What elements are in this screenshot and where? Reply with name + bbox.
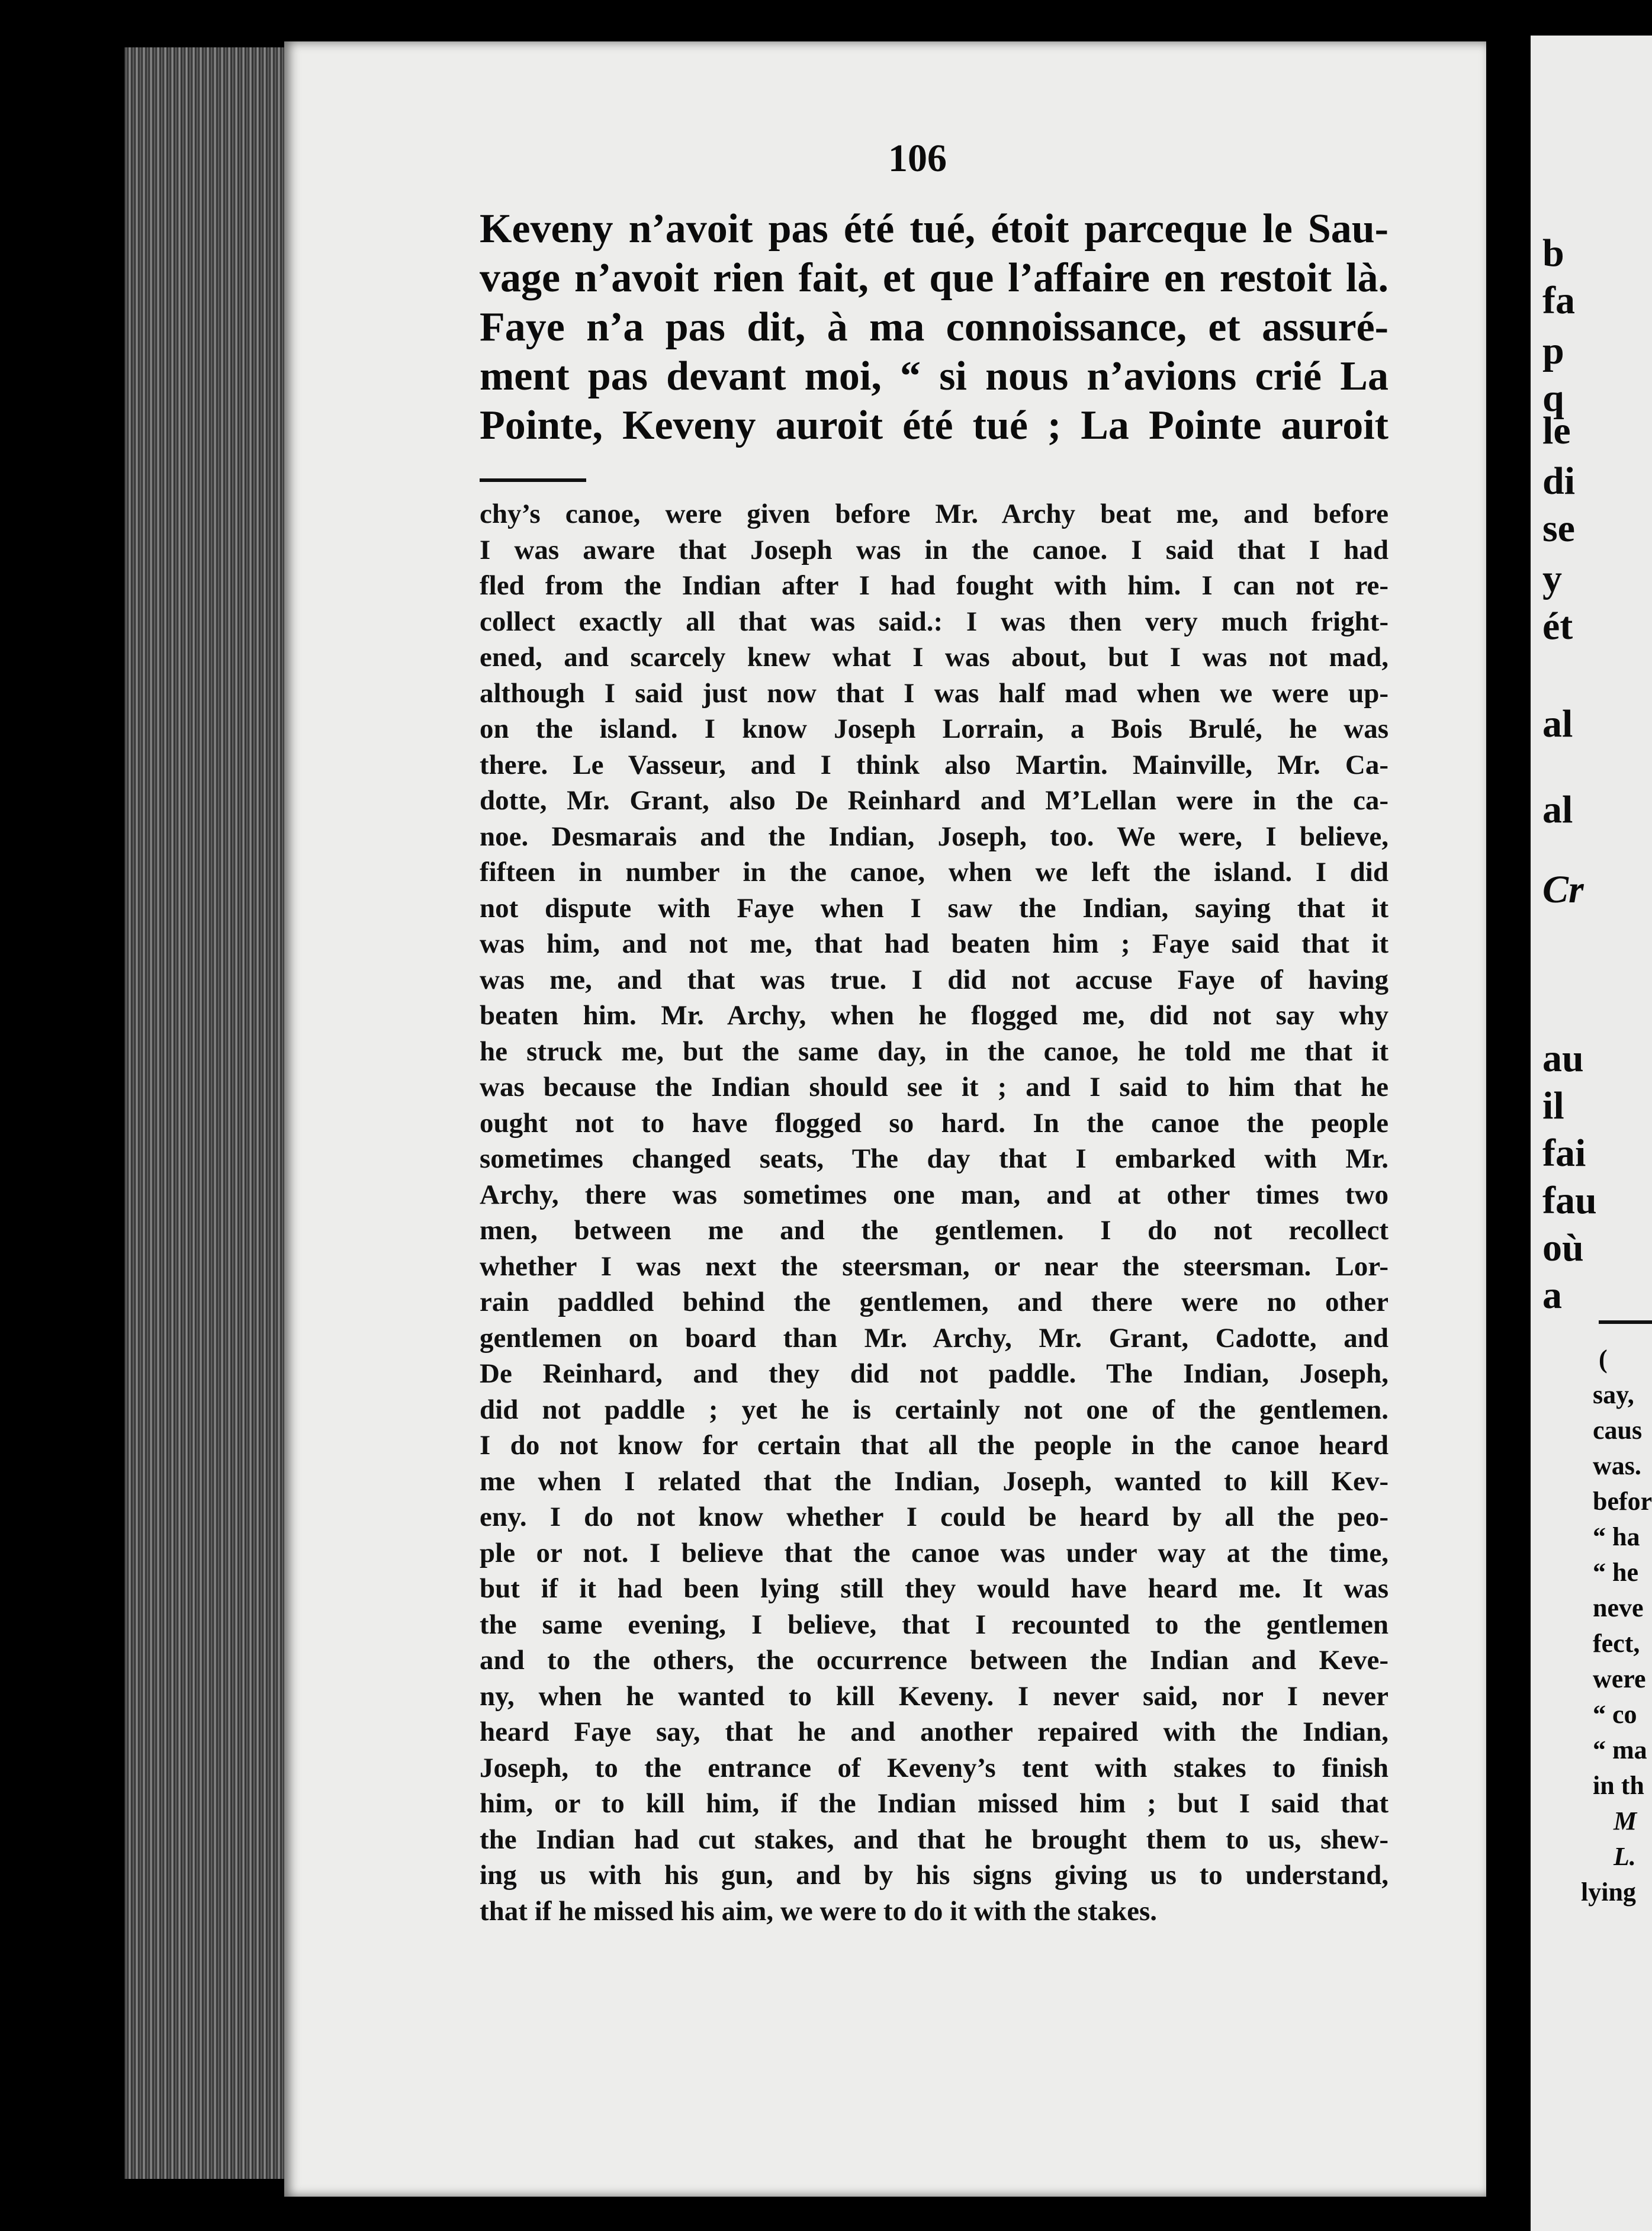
footnote-line: I do not know for certain that all the people in the canoe heard bbox=[480, 1430, 1389, 1461]
facing-page-rule bbox=[1599, 1320, 1652, 1324]
footnote-line: chy’s canoe, were given before Mr. Archy beat me, and before bbox=[480, 499, 1389, 529]
footnote-line: me when I related that the Indian, Joseph, wanted to kill Kev- bbox=[480, 1465, 1389, 1497]
facing-page-fragment: “ he bbox=[1593, 1558, 1638, 1587]
facing-page-fragment: y bbox=[1542, 557, 1562, 600]
footnote-line: that if he missed his aim, we were to do it with the stakes. bbox=[480, 1895, 1158, 1927]
footnote-line: the Indian had cut stakes, and that he brought them to us, shew- bbox=[480, 1824, 1389, 1855]
facing-page-fragment: fau bbox=[1542, 1179, 1597, 1222]
facing-page-fragment: “ ma bbox=[1593, 1735, 1647, 1764]
footnote-line: he struck me, but the same day, in the canoe, he told me that it bbox=[480, 1036, 1389, 1067]
facing-page-fragment: lying bbox=[1581, 1878, 1636, 1907]
page-number: 106 bbox=[888, 137, 947, 180]
facing-page-fragment: al bbox=[1542, 788, 1573, 831]
footnote-line: whether I was next the steersman, or near the steersman. Lor- bbox=[480, 1250, 1389, 1282]
footnote-line: men, between me and the gentlemen. I do not recollect bbox=[480, 1215, 1389, 1246]
facing-page-fragment: “ ha bbox=[1593, 1522, 1640, 1551]
facing-page-fragment: où bbox=[1542, 1226, 1584, 1269]
footnote-line: was me, and that was true. I did not accuse Faye of having bbox=[480, 964, 1389, 995]
facing-page-fragment: “ co bbox=[1593, 1700, 1637, 1729]
footnote-rule bbox=[480, 478, 586, 482]
facing-page-fragment: a bbox=[1542, 1274, 1562, 1317]
footnote-line: him, or to kill him, if the Indian missed him ; but I said that bbox=[480, 1788, 1389, 1819]
facing-page-fragment: au bbox=[1542, 1037, 1584, 1080]
facing-page-fragment: q bbox=[1542, 377, 1564, 420]
facing-page-fragment: il bbox=[1542, 1084, 1564, 1127]
french-line: vage n’avoit rien fait, et que l’affaire en restoit là. bbox=[480, 255, 1389, 301]
french-line: Keveny n’avoit pas été tué, étoit parceque le Sau- bbox=[480, 206, 1389, 252]
facing-page-fragment: neve bbox=[1593, 1593, 1644, 1622]
facing-page-fragment: was. bbox=[1593, 1451, 1641, 1480]
facing-page-fragment: p bbox=[1542, 329, 1564, 372]
footnote-line: sometimes changed seats, The day that I embarked with Mr. bbox=[480, 1143, 1389, 1174]
footnote-line: eny. I do not know whether I could be heard by all the peo- bbox=[480, 1502, 1389, 1532]
footnote-line: gentlemen on board than Mr. Archy, Mr. Grant, Cadotte, and bbox=[480, 1322, 1389, 1354]
french-line: ment pas devant moi, “ si nous n’avions crié La bbox=[480, 353, 1389, 399]
footnote-line: ple or not. I believe that the canoe was under way at the time, bbox=[480, 1537, 1389, 1568]
footnote-line: ened, and scarcely knew what I was about, but I was not mad, bbox=[480, 642, 1389, 673]
footnote-line: collect exactly all that was said.: I was then very much fright- bbox=[480, 606, 1389, 637]
facing-page-fragment: befor bbox=[1593, 1487, 1652, 1516]
footnote-line: De Reinhard, and they did not paddle. The Indian, Joseph, bbox=[480, 1358, 1389, 1389]
footnote-line: but if it had been lying still they would have heard me. It was bbox=[480, 1573, 1389, 1604]
facing-page-fragment: di bbox=[1542, 459, 1576, 503]
footnote-line: I was aware that Joseph was in the canoe. I said that I had bbox=[480, 534, 1389, 565]
footnote-line: noe. Desmarais and the Indian, Joseph, too. We were, I believe, bbox=[480, 821, 1389, 852]
footnote-line: rain paddled behind the gentlemen, and there were no other bbox=[480, 1287, 1389, 1317]
footnote-line: did not paddle ; yet he is certainly not one of the gentlemen. bbox=[480, 1394, 1389, 1425]
facing-page-fragment: ( bbox=[1599, 1345, 1608, 1374]
facing-page-fragment: caus bbox=[1593, 1416, 1643, 1445]
english-footnote-block bbox=[480, 496, 1389, 1929]
footnote-line: there. Le Vasseur, and I think also Martin. Mainville, Mr. Ca- bbox=[480, 749, 1389, 780]
footnote-line: ing us with his gun, and by his signs giving us to understand, bbox=[480, 1860, 1389, 1891]
footnote-line: and to the others, the occurrence between the Indian and Keve- bbox=[480, 1645, 1389, 1676]
footnote-line: ny, when he wanted to kill Keveny. I never said, nor I never bbox=[480, 1680, 1389, 1712]
footnote-line: was him, and not me, that had beaten him ; Faye said that it bbox=[480, 928, 1389, 959]
footnote-line: was because the Indian should see it ; and I said to him that he bbox=[480, 1072, 1389, 1102]
facing-page-fragment: say, bbox=[1593, 1380, 1634, 1409]
facing-page-fragment: b bbox=[1542, 232, 1564, 275]
footnote-line: on the island. I know Joseph Lorrain, a Bois Brulé, he was bbox=[480, 713, 1389, 744]
footnote-line: dotte, Mr. Grant, also De Reinhard and M’Lellan were in the ca- bbox=[480, 785, 1389, 816]
footnote-line: fled from the Indian after I had fought with him. I can not re- bbox=[480, 570, 1389, 601]
footnote-line: Joseph, to the entrance of Keveny’s tent with stakes to finish bbox=[480, 1752, 1389, 1783]
footnote-line: fifteen in number in the canoe, when we left the island. I did bbox=[480, 857, 1389, 888]
facing-page-fragment: in th bbox=[1593, 1771, 1644, 1800]
facing-page-fragment: M bbox=[1614, 1806, 1637, 1835]
facing-page-fragment: se bbox=[1542, 507, 1575, 550]
facing-page-edge bbox=[1531, 36, 1652, 2231]
footnote-line: Archy, there was sometimes one man, and at other times two bbox=[480, 1179, 1389, 1210]
facing-page-fragment: were bbox=[1593, 1664, 1646, 1693]
facing-page-fragment: fai bbox=[1542, 1131, 1586, 1175]
facing-page-fragment: L. bbox=[1614, 1842, 1636, 1871]
footnote-line: the same evening, I believe, that I recounted to the gentlemen bbox=[480, 1609, 1389, 1640]
french-text-block bbox=[480, 204, 1389, 450]
facing-page-fragment: le bbox=[1542, 409, 1571, 452]
footnote-line: although I said just now that I was half mad when we were up- bbox=[480, 677, 1389, 709]
french-line: Faye n’a pas dit, à ma connoissance, et assuré- bbox=[480, 304, 1389, 350]
book-spine bbox=[0, 0, 124, 2231]
facing-page-fragment: ét bbox=[1542, 605, 1573, 648]
footnote-line: ought not to have flogged so hard. In the canoe the people bbox=[480, 1107, 1389, 1139]
footnote-line: beaten him. Mr. Archy, when he flogged me, did not say why bbox=[480, 1000, 1389, 1031]
footnote-line: heard Faye say, that he and another repaired with the Indian, bbox=[480, 1716, 1389, 1747]
facing-page-fragment: fa bbox=[1542, 279, 1575, 322]
footnote-line: not dispute with Faye when I saw the Indian, saying that it bbox=[480, 892, 1389, 924]
facing-page-fragment: al bbox=[1542, 702, 1573, 745]
page-edges bbox=[124, 47, 302, 2179]
french-line: Pointe, Keveny auroit été tué ; La Pointe auroit bbox=[480, 403, 1389, 448]
facing-page-fragment: fect, bbox=[1593, 1629, 1640, 1658]
facing-page-fragment: Cr bbox=[1542, 868, 1584, 911]
